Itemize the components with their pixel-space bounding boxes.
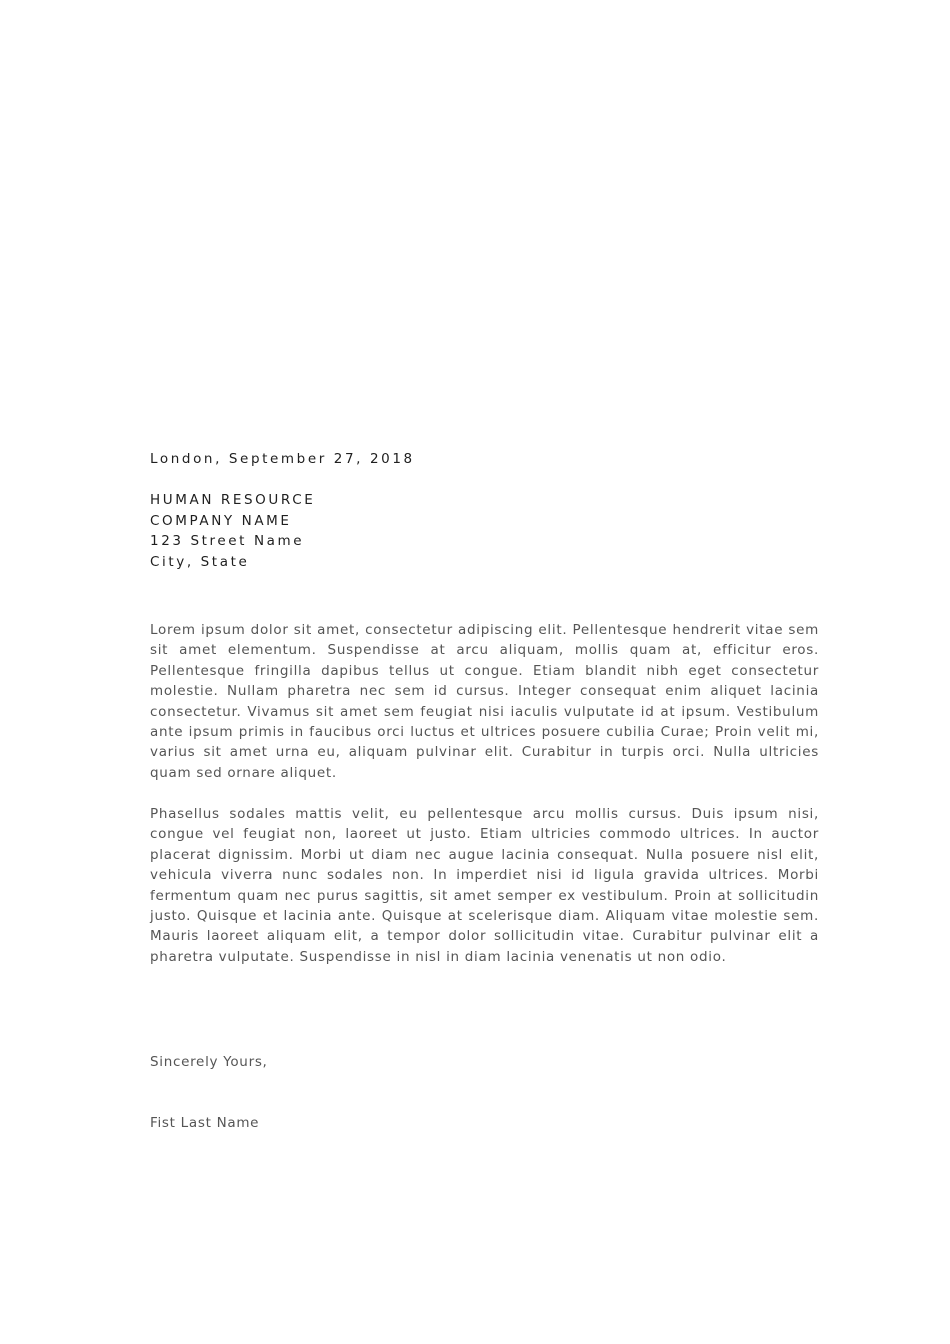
signature-name: Fist Last Name <box>150 1115 260 1131</box>
recipient-company: COMPANY NAME <box>150 512 292 529</box>
recipient-city-state: City, State <box>150 553 250 570</box>
letter-date: London, September 27, 2018 <box>150 451 415 467</box>
closing-salutation: Sincerely Yours, <box>150 1054 268 1070</box>
recipient-address <box>150 490 315 572</box>
recipient-street: 123 Street Name <box>150 533 305 549</box>
recipient-department: HUMAN RESOURCE <box>150 492 316 508</box>
body-paragraph-1: Lorem ipsum dolor sit amet, consectetur adipiscing elit. Pellentesque hendrerit vitae sem sit amet elementum. Suspendisse at arcu aliquam, mollis quam at, efficitur eros. Pellentesque fringilla dapibus tellus ut congue. Etiam blandit nibh eget consectetur molestie. Nullam pharetra nec sem id cursus. Integer consequat enim aliquet lacinia consectetur. Vivamus sit amet sem feugiat nisi iaculis vulputate id at ipsum. Vestibulum ante ipsum primis in faucibus orci luctus et ultrices posuere cubilia Curae; Proin velit mi, varius sit amet urna eu, aliquam pulvinar elit. Curabitur in turpis orci. Nulla ultricies quam sed ornare aliquet. <box>150 622 819 781</box>
body-paragraph-2: Phasellus sodales mattis velit, eu pellentesque arcu mollis cursus. Duis ipsum nisi, congue vel feugiat non, laoreet ut justo. Etiam ultricies commodo ultrices. In auctor placerat dignissim. Morbi ut diam nec augue lacinia consequat. Nulla posuere nisl elit, vehicula viverra nunc sodales non. In imperdiet nisi id ligula gravida ultrices. Morbi fermentum quam nec purus sagittis, sit amet semper ex vestibulum. Proin at sollicitudin justo. Quisque et lacinia ante. Quisque at scelerisque diam. Aliquam vitae molestie sem. Mauris laoreet aliquam elit, a tempor dolor sollicitudin vitae. Curabitur pulvinar elit a pharetra vulputate. Suspendisse in nisl in diam lacinia venenatis ut non odio. <box>150 806 819 965</box>
